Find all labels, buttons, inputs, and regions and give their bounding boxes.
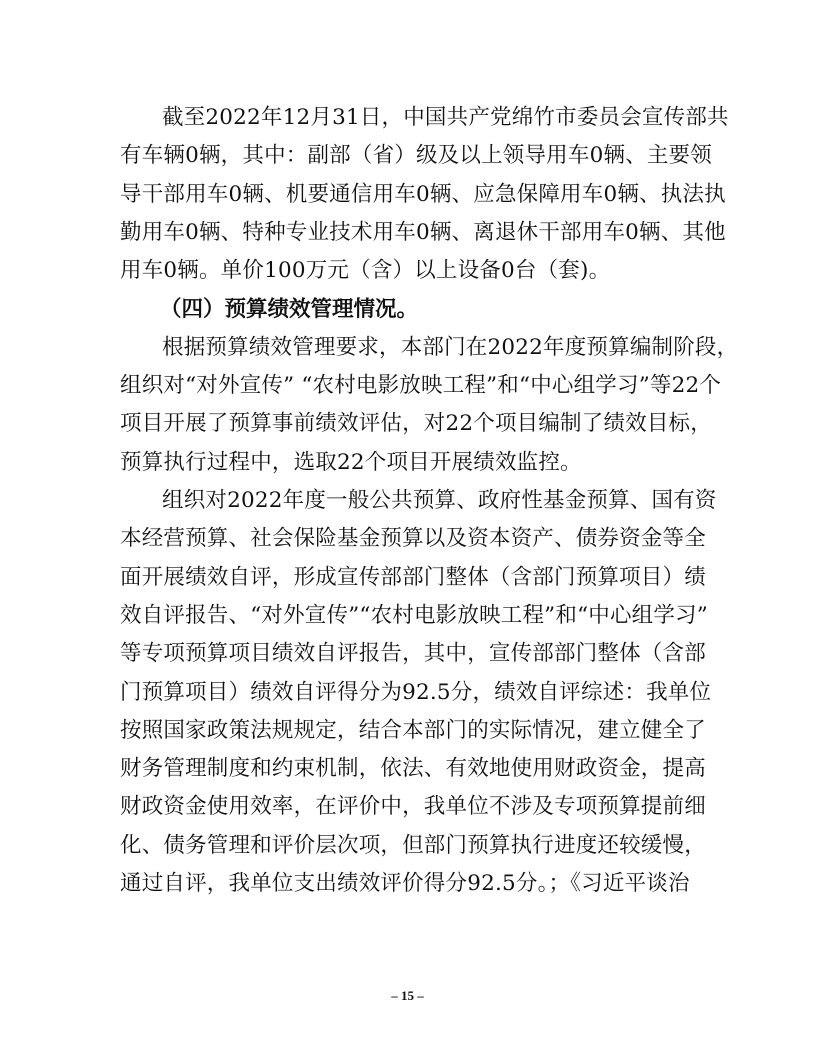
paragraph-3-line-7: 按照国家政策法规规定，结合本部门的实际情况，建立健全了 xyxy=(120,717,706,743)
paragraph-3-line-3: 面开展绩效自评，形成宣传部部门整体（含部门预算项目）绩 xyxy=(120,564,706,590)
page-number: – 15 – xyxy=(391,988,424,1003)
paragraph-3-line-1: 组织对2022年度一般公共预算、政府性基金预算、国有资 xyxy=(162,488,717,513)
paragraph-1-line-2: 有车辆0辆，其中：副部（省）级及以上领导用车0辆、主要领 xyxy=(120,143,712,169)
paragraph-3-line-5: 等专项预算项目绩效自评报告，其中，宣传部部门整体（含部 xyxy=(120,641,706,667)
paragraph-3-line-6: 门预算项目）绩效自评得分为92.5分，绩效自评综述：我单位 xyxy=(120,679,712,705)
paragraph-3-line-10: 化、债务管理和评价层次项，但部门预算执行进度还较缓慢， xyxy=(120,832,706,858)
paragraph-1-line-4: 勤用车0辆、特种专业技术用车0辆、离退休干部用车0辆、其他 xyxy=(120,219,726,245)
section-heading: （四）预算绩效管理情况。 xyxy=(160,296,419,322)
paragraph-1-line-5: 用车0辆。单价100万元（含）以上设备0台（套)。 xyxy=(120,258,611,284)
paragraph-3-line-9: 财政资金使用效率，在评价中，我单位不涉及专项预算提前细 xyxy=(120,794,706,820)
paragraph-2-line-4: 预算执行过程中，选取22个项目开展绩效监控。 xyxy=(120,449,582,475)
paragraph-3-line-2: 本经营预算、社会保险基金预算以及资本资产、债券资金等全 xyxy=(120,526,706,552)
paragraph-3-line-8: 财务管理制度和约束机制，依法、有效地使用财政资金，提高 xyxy=(120,756,706,782)
paragraph-3-line-11: 通过自评，我单位支出绩效评价得分92.5分。；《习近平谈治 xyxy=(120,871,690,896)
paragraph-2-line-2: 组织对“对外宣传” “农村电影放映工程”和“中心组学习”等22个 xyxy=(120,373,722,399)
paragraph-3-line-4: 效自评报告、“对外宣传”“农村电影放映工程”和“中心组学习” xyxy=(120,602,708,628)
paragraph-2-line-1: 根据预算绩效管理要求，本部门在2022年度预算编制阶段， xyxy=(162,334,739,360)
paragraph-2-line-3: 项目开展了预算事前绩效评估，对22个项目编制了绩效目标， xyxy=(120,411,712,437)
paragraph-1-line-1: 截至2022年12月31日，中国共产党绵竹市委员会宣传部共 xyxy=(162,105,729,130)
paragraph-1-line-3: 导干部用车0辆、机要通信用车0辆、应急保障用车0辆、执法执 xyxy=(120,181,726,207)
